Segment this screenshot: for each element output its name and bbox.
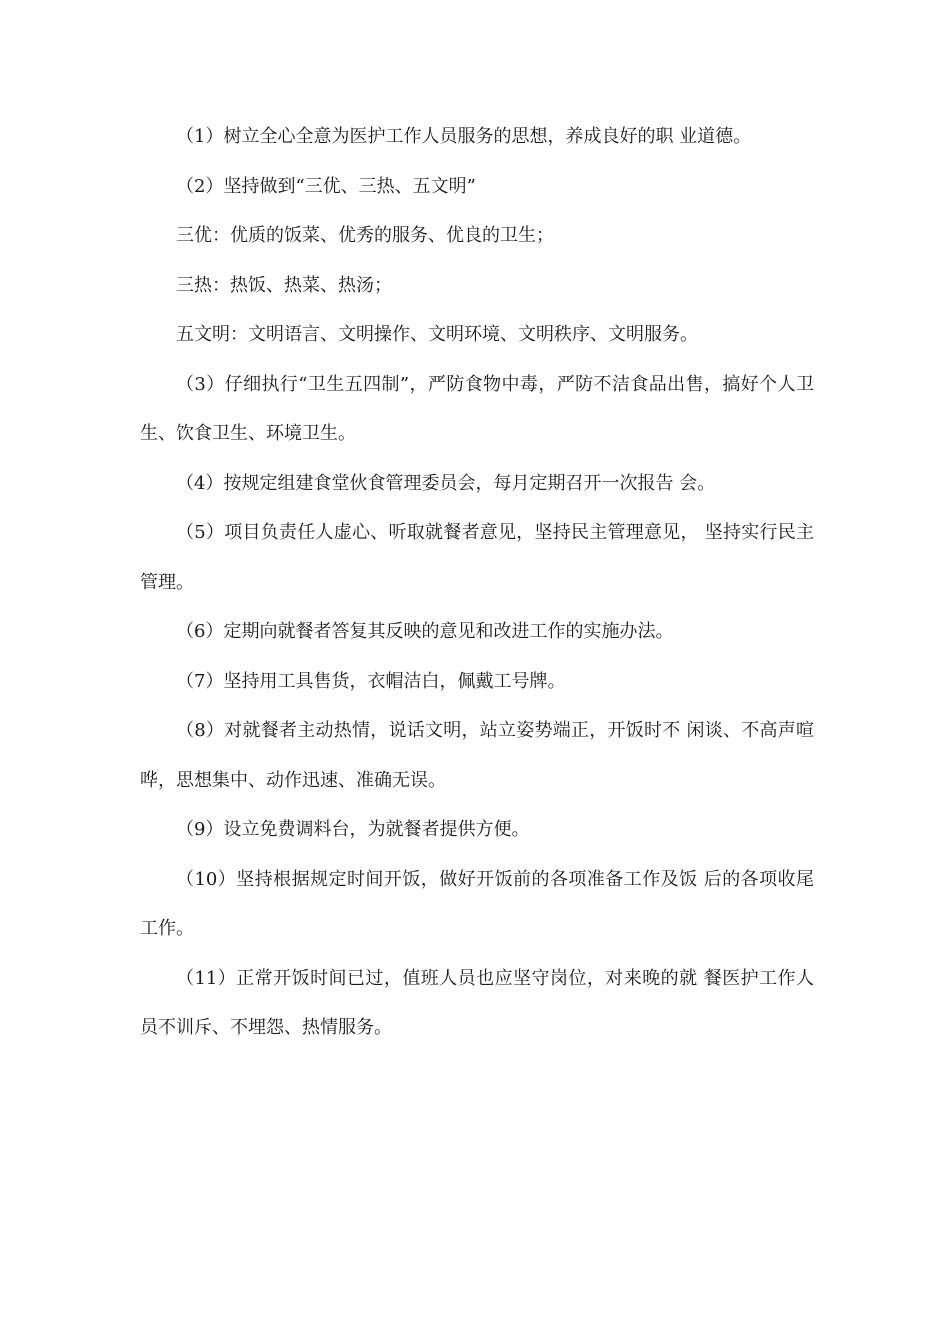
paragraph-8: （5）项目负责任人虚心、听取就餐者意见，坚持民主管理意见， 坚持实行民主管理。 — [140, 522, 814, 593]
paragraph-7: （4）按规定组建食堂伙食管理委员会，每月定期召开一次报告 会。 — [176, 472, 716, 494]
paragraph-6: （3）仔细执行“卫生五四制”，严防食物中毒，严防不洁食品出售，搞好个人卫生、饮食卫生、环境卫生。 — [140, 373, 814, 444]
paragraph-3: 三优：优质的饭菜、优秀的服务、优良的卫生； — [176, 225, 554, 246]
paragraph-2: （2）坚持做到“三优、三热、五文明” — [176, 175, 476, 197]
paragraph-12: （9）设立免费调料台，为就餐者提供方便。 — [176, 819, 530, 840]
paragraph-1: （1）树立全心全意为医护工作人员服务的思想，养成良好的职 业道德。 — [176, 126, 752, 147]
paragraph-14: （11）正常开饭时间已过，值班人员也应坚守岗位，对来晚的就 餐医护工作人员不训斥、不埋怨、热情服务。 — [140, 967, 814, 1038]
paragraph-10: （7）坚持用工具售货，衣帽洁白，佩戴工号牌。 — [176, 670, 566, 692]
paragraph-11: （8）对就餐者主动热情，说话文明，站立姿势端正，开饭时不 闲谈、不高声喧哗，思想集中、动作迅速、准确无误。 — [140, 720, 814, 791]
paragraph-9: （6）定期向就餐者答复其反映的意见和改进工作的实施办法。 — [176, 621, 674, 642]
paragraph-4: 三热：热饭、热菜、热汤； — [176, 274, 392, 296]
document-body — [140, 112, 814, 1053]
paragraph-13: （10）坚持根据规定时间开饭，做好开饭前的各项准备工作及饭 后的各项收尾工作。 — [140, 868, 814, 939]
paragraph-5: 五文明：文明语言、文明操作、文明环境、文明秩序、文明服务。 — [176, 324, 698, 345]
